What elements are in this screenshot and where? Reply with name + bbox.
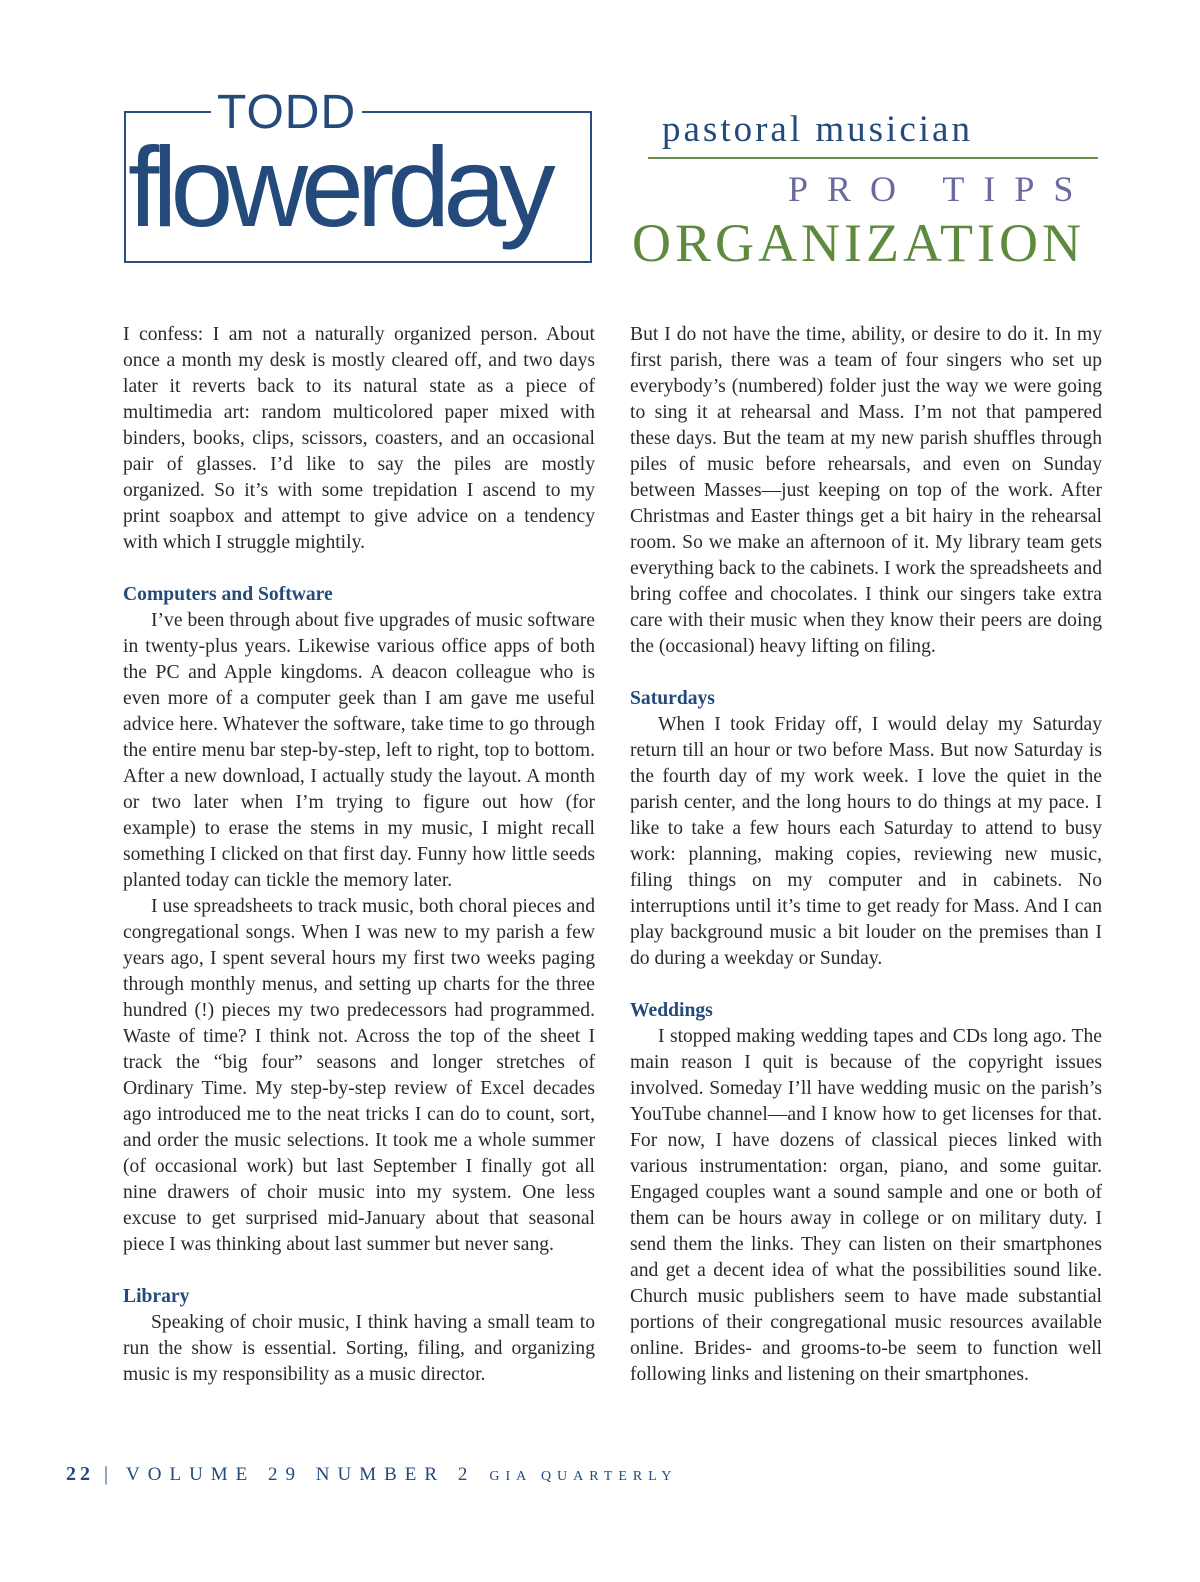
volume-info: VOLUME 29 NUMBER 2 (126, 1464, 476, 1485)
magazine-name: GIA QUARTERLY (489, 1469, 678, 1484)
article-title: ORGANIZATION (632, 213, 1085, 273)
footer-separator: | (104, 1463, 109, 1485)
paragraph: I stopped making wedding tapes and CDs long ago. The main reason I quit is because of the copyright issues involved. Someday I’ll have wedding music on the parish’s YouTube channel—and I know how to get licenses for that. For now, I have dozens of classical pieces linked with various instrumentation: organ, piano, and some guitar. Engaged couples want a sound sample and one or both of them can be hours away in college or on military duty. I send them the links. They can listen on their smartphones and get a decent idea of what the possibilities sound like. Church music publishers seem to have made substantial portions of their congregational music resources available online. Brides- and grooms-to-be seem to function well following links and listening on their smartphones. (630, 1026, 1102, 1385)
paragraph: I use spreadsheets to track music, both choral pieces and congregational songs. When I was new to my parish a few years ago, I spent several hours my first two weeks paging through monthly menus, and setting up charts for the three hundred (!) pieces my two predecessors had programmed. Waste of time? I think not. Across the top of the sheet I track the “big four” seasons and longer stretches of Ordinary Time. My step-by-step review of Excel decades ago introduced me to the neat tricks I can do to count, sort, and order the music selections. It took me a whole summer (of occasional work) but last September I finally got all nine drawers of choir music into my system. One less excuse to get surprised mid-January about that seasonal piece I was thinking about last summer but never sang. (123, 896, 595, 1255)
section-heading-weddings: Weddings (630, 1000, 713, 1021)
section-heading-computers: Computers and Software (123, 584, 333, 605)
page-number: 22 (66, 1463, 94, 1485)
page-footer (66, 1463, 677, 1486)
paragraph: Speaking of choir music, I think having a small team to run the show is essential. Sorting, filing, and organizing music is my responsibility as a music director. (123, 1312, 595, 1385)
section-heading-library: Library (123, 1286, 190, 1307)
paragraph: When I took Friday off, I would delay my Saturday return till an hour or two before Mass. But now Saturday is the fourth day of my work week. I love the quiet in the parish center, and the long hours to do things at my pace. I like to take a few hours each Saturday to attend to busy work: planning, making copies, reviewing new music, filing things on my computer and in cabinets. No interruptions until it’s time to get ready for Mass. And I can play background music a bit louder on the premises than I do during a weekday or Sunday. (630, 714, 1102, 969)
masthead-subtitle: PRO TIPS (788, 169, 1093, 209)
left-column (123, 322, 595, 1388)
section-heading-saturdays: Saturdays (630, 688, 715, 709)
author-last-name: flowerday (128, 124, 549, 250)
intro-paragraph: I confess: I am not a naturally organized person. About once a month my desk is mostly cleared off, and two days later it reverts back to its natural state as a piece of multimedia art: random multicolored paper mixed with binders, books, clips, scissors, coasters, and an occasional pair of glasses. I’d like to say the piles are mostly organized. So it’s with some trepidation I ascend to my print soapbox and attempt to give advice on a tendency with which I struggle mightily. (123, 324, 595, 553)
paragraph-library-continued: But I do not have the time, ability, or desire to do it. In my first parish, there was a team of four singers who set up everybody’s (numbered) folder just the way we were going to sing it at rehearsal and Mass. I’m not that pampered these days. But the team at my new parish shuffles through piles of music before rehearsals, and even on Sunday between Masses—just keeping on top of the work. After Christmas and Easter things get a bit hairy in the rehearsal room. So we make an afternoon of it. My library team gets everything back to the cabinets. I work the spreadsheets and bring coffee and chocolates. I think our singers take extra care with their music when they know their peers are doing the (occasional) heavy lifting on filing. (630, 324, 1102, 657)
author-box (124, 86, 592, 263)
paragraph: I’ve been through about five upgrades of music software in twenty-plus years. Likewise various office apps of both the PC and Apple kingdoms. A deacon colleague who is even more of a computer geek than I am gave me useful advice here. Whatever the software, take time to go through the entire menu bar step-by-step, left to right, top to bottom. After a new download, I actually study the layout. A month or two later when I’m trying to figure out how (for example) to erase the stems in my music, I might recall something I clicked on that first day. Funny how little seeds planted today can tickle the memory later. (123, 610, 595, 891)
masthead-series-title: pastoral musician (662, 109, 973, 150)
masthead-divider (648, 157, 1098, 159)
right-column (630, 322, 1102, 1388)
author-first-name: TODD (211, 87, 362, 139)
